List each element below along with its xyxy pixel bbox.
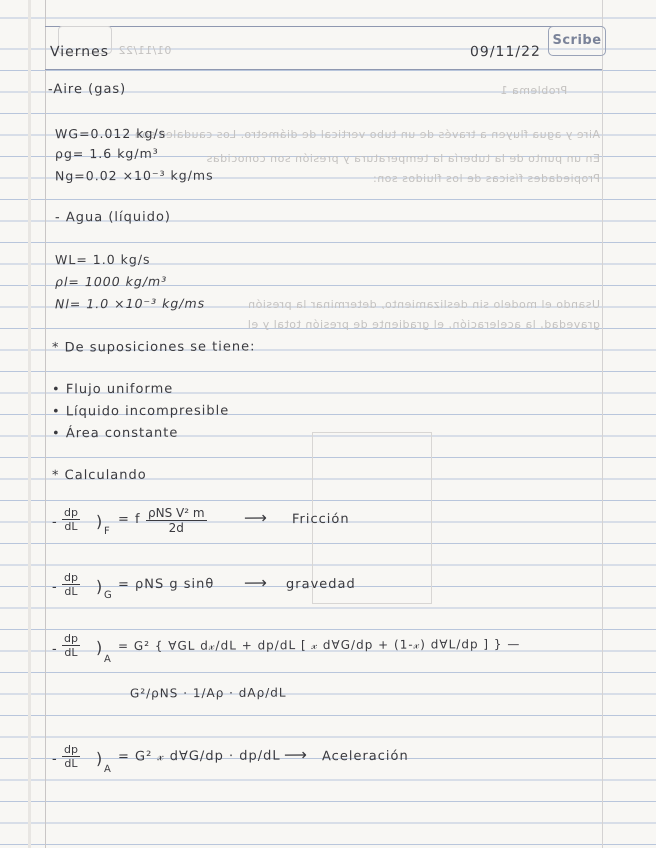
- area-rhs-line1: = G² { ∀GL d𝓍/dL + dp/dL [ 𝓍 d∀G/dp + (1-𝓍) d∀L/dp ] } —: [117, 636, 521, 654]
- area-lhs: $\frac{dp}{dL}$: [64, 632, 78, 659]
- bleed-through-text: Usando el modelo sin deslizamiento, determinar la presión: [247, 298, 600, 311]
- arrow-icon: ⟶: [243, 507, 268, 528]
- bleed-through-text: gravedad, la aceleración, el gradiente de presión total y el: [247, 318, 600, 331]
- acceleration-lhs: $\frac{dp}{dL}$: [64, 743, 78, 770]
- day-label: Viernes: [49, 43, 110, 61]
- assumption-item: • Área constante: [51, 425, 179, 442]
- area-subscript: A: [103, 653, 112, 666]
- gravity-label: gravedad: [285, 576, 356, 593]
- friction-label: Fricción: [291, 511, 350, 528]
- gravity-subscript: G: [103, 589, 113, 602]
- bleed-through-text: Aire y agua fluyen a través de un tubo vertical de diámetro. Los caudales son: [134, 128, 600, 141]
- liquid-mass-flow: WL= 1.0 kg/s: [54, 251, 151, 268]
- friction-rhs-fraction: ρNS V² m 2d: [148, 506, 205, 535]
- date-label: 09/11/22: [469, 43, 541, 61]
- bleed-through-text: Propiedades físicas de los fluidos son:: [372, 172, 600, 185]
- acceleration-subscript: A: [103, 763, 112, 776]
- gravity-lhs: $\frac{dp}{dL}$: [64, 571, 78, 598]
- acceleration-label: Aceleración: [321, 748, 409, 765]
- scribe-logo: Scribe: [548, 26, 606, 56]
- bleed-through-text: 01/11/22: [118, 44, 172, 57]
- assumption-item: • Flujo uniforme: [51, 381, 174, 398]
- assumptions-title: * De suposiciones se tiene:: [51, 339, 256, 356]
- gas-viscosity: Ng=0.02 ×10⁻³ kg/ms: [54, 167, 214, 184]
- gas-mass-flow: WG=0.012 kg/s: [54, 125, 167, 142]
- liquid-density: ρl= 1000 kg/m³: [54, 273, 168, 290]
- acceleration-rhs: = G² 𝓍 d∀G/dp · dp/dL: [117, 748, 281, 765]
- liquid-viscosity: Nl= 1.0 ×10⁻³ kg/ms: [54, 295, 206, 312]
- binding-edge: [28, 0, 31, 848]
- arrow-icon: ⟶: [243, 572, 268, 593]
- friction-subscript: F: [103, 525, 111, 538]
- bleed-through-text: En un punto de la tubería la temperatura y presión son conocidas: [206, 152, 600, 165]
- calc-title: * Calculando: [51, 467, 147, 484]
- friction-rhs-prefix: = f: [117, 511, 141, 528]
- gas-title: -Aire (gas): [47, 81, 127, 98]
- notebook-page: 01/11/22 Problema 1 Aire y agua fluyen a través de un tubo vertical de diámetro. Los caudales son En un punto de la tubería la temperatura y presión son conocidas Propiedades físicas de los fluidos son: Usando el modelo sin deslizamiento, determinar la presión gravedad, la aceleración, el gradiente de presión total y el Viernes 09/11/22 Scribe -Aire (gas) WG=0.012 kg/s ρg= 1.6 kg/m³ Ng=0.02 ×10⁻³ kg/ms - Agua (líquido) WL= 1.0 kg/s ρl= 1000 kg/m³ Nl= 1.0 ×10⁻³ kg/ms * De suposiciones se tiene: • Flujo uniforme • Líquido incompresible • Área constante * Calculando - $\frac{dp}{dL}$ ) F = f ρNS V² m 2d ⟶ Fricción - $\frac{dp}{dL}$ ) G = ρNS g sinθ ⟶ gravedad - $\frac{dp}{dL}$ ) A = G² { ∀GL d𝓍/dL + dp/dL [ 𝓍 d∀G/dp + (1-𝓍) d∀L/dp ] } — G²/ρNS · 1/Aρ · dAρ/dL - $\frac{dp}{dL}$ ) A = G² 𝓍 d∀G/dp · dp/dL ⟶ Aceleración: [0, 0, 656, 848]
- left-margin-line: [45, 0, 46, 848]
- arrow-icon: ⟶: [283, 744, 308, 765]
- gas-density: ρg= 1.6 kg/m³: [54, 145, 159, 162]
- gravity-rhs: = ρNS g sinθ: [117, 576, 215, 593]
- assumption-item: • Líquido incompresible: [51, 403, 230, 420]
- bleed-through-text: Problema 1: [500, 84, 568, 97]
- friction-lhs: $\frac{dp}{dL}$: [64, 506, 78, 533]
- area-rhs-line2: G²/ρNS · 1/Aρ · dAρ/dL: [129, 685, 287, 701]
- right-margin-line: [602, 0, 603, 848]
- liquid-title: - Agua (líquido): [54, 209, 172, 226]
